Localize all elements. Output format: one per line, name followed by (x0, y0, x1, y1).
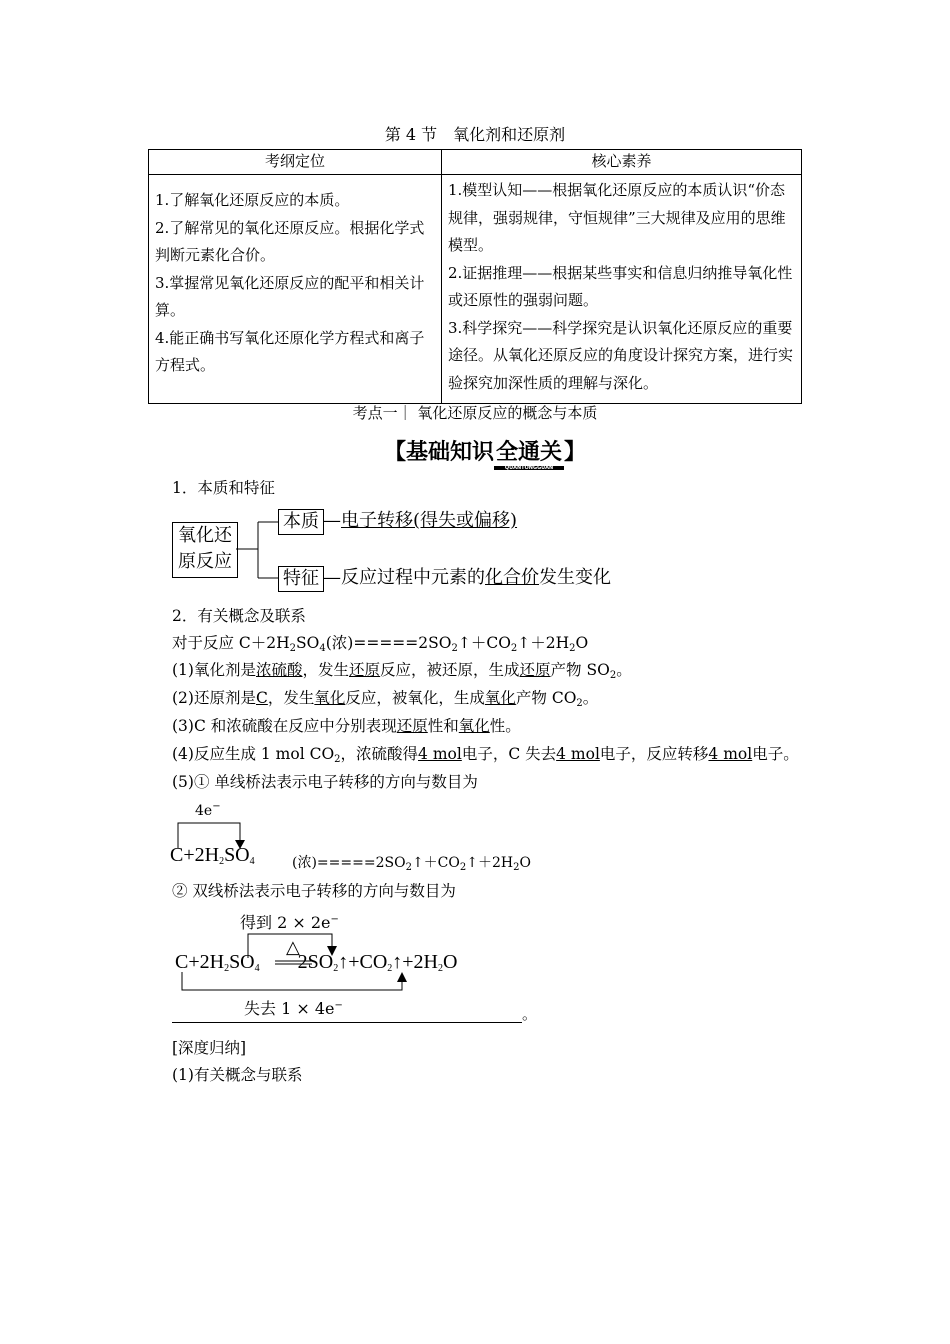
outline-item: 3.掌握常见氧化还原反应的配平和相关计算。 (155, 273, 425, 319)
banner-pass-badge: 全通关 QUANTONGGUAN (494, 435, 564, 470)
outline-item: 4.能正确书写氧化还原化学方程式和离子方程式。 (155, 328, 425, 374)
label-essence: 本质 (278, 509, 324, 535)
reaction-equation: 对于反应 $C+2H_2SO_4$(浓)$=====2SO_2↑+CO_2↑+2H_2O$ (172, 634, 589, 654)
banner-bracket-left: 【 (384, 440, 407, 465)
single-bridge-formula: $C+2H_2SO_4$ (170, 844, 255, 867)
table-header-right: 核心素养 (442, 150, 802, 175)
double-bridge-gain: 得到 2 × 2e− (240, 913, 339, 932)
point-6: ② 双线桥法表示电子转移的方向与数目为 (172, 882, 456, 900)
outline-item: 1.了解氧化还原反应的本质。 (155, 191, 350, 209)
point-1: (1)氧化剂是浓硫酸，发生还原反应，被还原，生成还原产物 $SO_2$。 (172, 661, 632, 681)
literacy-item: 1.模型认知——根据氧化还原反应的本质认识“价态规律，强弱规律，守恒规律”三大规律及应用的思维模型。 (448, 181, 786, 254)
single-bridge-electrons: 4e− (195, 801, 221, 819)
label-feature: 特征 (278, 566, 324, 592)
point-4: (4)反应生成 1 mol $CO_2$，浓硫酸得4 mol电子，C 失去4 mol电子，反应转移4 mol电子。 (172, 745, 799, 765)
end-mark: 。 (522, 1005, 538, 1023)
outline-item: 2.了解常见的氧化还原反应。根据化学式判断元素化合价。 (155, 218, 425, 264)
double-bridge-lose: 失去 1 × 4e− (244, 999, 343, 1018)
banner-pass-sub: QUANTONGGUAN (504, 465, 554, 471)
outline-table (148, 149, 802, 404)
banner-text: 基础知识 (406, 440, 495, 465)
single-bridge-rest: (浓)$=====2SO_2↑+CO_2↑+2H_2O$ (292, 855, 531, 873)
heading-1: 1．本质和特征 (172, 479, 275, 497)
literacy-item: 2.证据推理——根据某些事实和信息归纳推导氧化性或还原性的强弱问题。 (448, 263, 793, 309)
feature-text: —反应过程中元素的化合价发生变化 (323, 567, 611, 588)
table-header-left: 考纲定位 (149, 150, 442, 175)
heading-2: 2．有关概念及联系 (172, 607, 306, 625)
essence-text: —电子转移(得失或偏移) (323, 510, 518, 531)
point-5: (5)① 单线桥法表示电子转移的方向与数目为 (172, 773, 478, 791)
banner-bracket-right: 】 (564, 440, 587, 465)
point-2: (2)还原剂是C，发生氧化反应，被氧化，生成氧化产物 $CO_2$。 (172, 689, 599, 709)
summary-heading: [深度归纳] (172, 1039, 247, 1057)
double-bridge-formula: $C+2H_2SO_4$ $2SO_2↑+CO_2↑+2H_2O$ (175, 951, 458, 974)
literacy-item: 3.科学探究——科学探究是认识氧化还原反应的重要途径。从氧化还原反应的角度设计探究方案，进行实验探究加深性质的理解与深化。 (448, 318, 794, 392)
exam-point-title: 考点一｜ 氧化还原反应的概念与本质 (352, 404, 598, 422)
table-cell-right (442, 175, 802, 404)
basic-knowledge-banner (384, 435, 586, 470)
blank-line (172, 1022, 522, 1023)
table-cell-left (149, 175, 442, 404)
section-title: 第 4 节 氧化剂和还原剂 (384, 125, 566, 144)
heat-symbol: △ (286, 937, 300, 958)
concept-box-redox: 氧化还 原反应 (172, 522, 238, 578)
summary-item: (1)有关概念与联系 (172, 1066, 303, 1084)
point-3: (3)C 和浓硫酸在反应中分别表现还原性和氧化性。 (172, 717, 521, 735)
